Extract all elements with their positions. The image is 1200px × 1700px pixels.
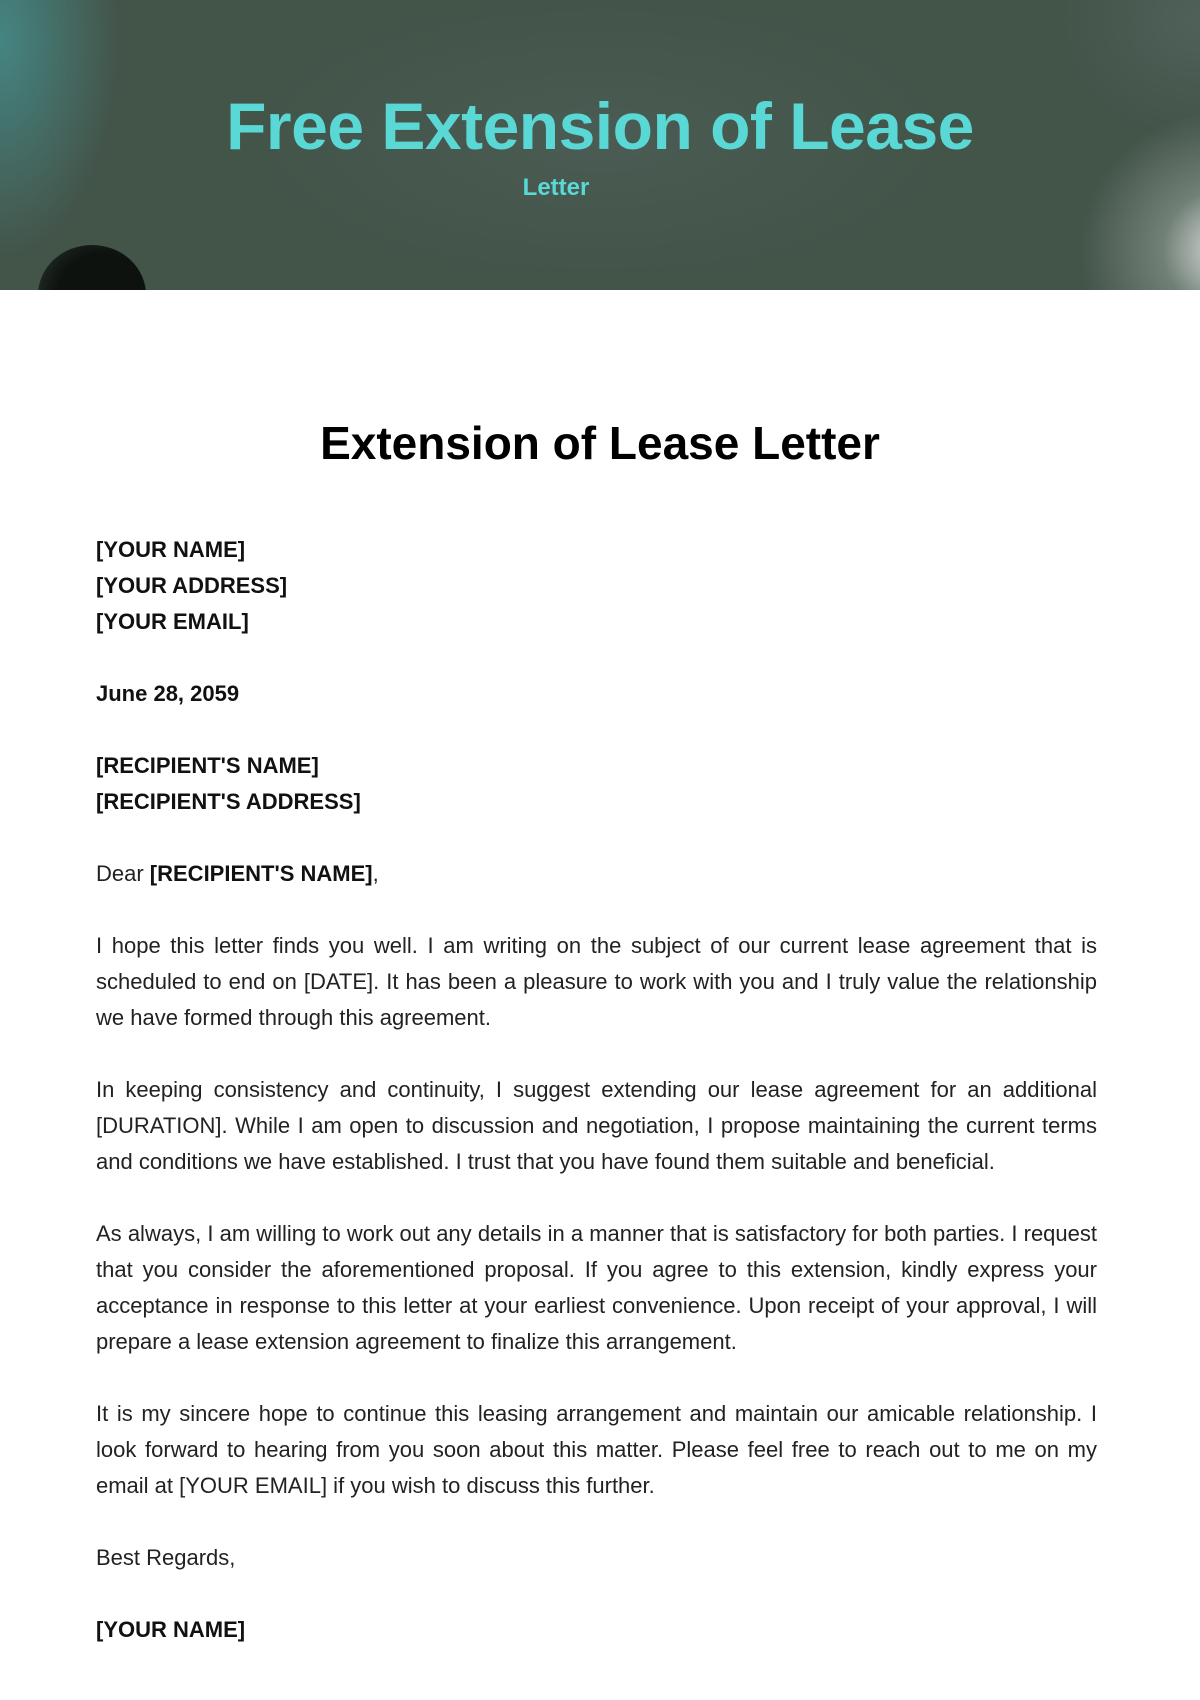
spacer — [96, 712, 1097, 748]
recipient-address: [RECIPIENT'S ADDRESS] — [96, 789, 361, 814]
spacer — [96, 892, 1097, 928]
closing: Best Regards, — [96, 1545, 236, 1570]
spacer — [96, 820, 1097, 856]
banner-subtitle: Letter — [522, 174, 590, 201]
document-title: Extension of Lease Letter — [320, 417, 880, 469]
letter-date: June 28, 2059 — [96, 681, 240, 706]
salutation-suffix: , — [372, 861, 379, 886]
salutation — [96, 856, 1097, 892]
paragraph-1: I hope this letter finds you well. I am writing on the subject of our current lease agreement that is scheduled to end on [DATE]. It has been a pleasure to work with you and I truly value the relationship we have formed through this agreement. — [96, 933, 1097, 1030]
spacer — [96, 1576, 1097, 1612]
salutation-prefix: Dear — [96, 861, 150, 886]
sender-address: [YOUR ADDRESS] — [96, 573, 288, 598]
letter-body — [96, 532, 1097, 1648]
paragraph-4: It is my sincere hope to continue this leasing arrangement and maintain our amicable relationship. I look forward to hearing from you soon about this matter. Please feel free to reach out to me on my email at [YOUR EMAIL] if you wish to discuss this further. — [96, 1401, 1097, 1498]
paragraph-2: In keeping consistency and continuity, I suggest extending our lease agreement for an additional [DURATION]. While I am open to discussion and negotiation, I propose maintaining the current terms and conditions we have established. I trust that you have found them suitable and beneficial. — [96, 1077, 1097, 1174]
paragraph-3: As always, I am willing to work out any details in a manner that is satisfactory for both parties. I request that you consider the aforementioned proposal. If you agree to this extension, kindly express your acceptance in response to this letter at your earliest convenience. Upon receipt of your approval, I will prepare a lease extension agreement to finalize this arrangement. — [96, 1221, 1097, 1354]
sender-name: [YOUR NAME] — [96, 537, 246, 562]
recipient-name: [RECIPIENT'S NAME] — [96, 753, 319, 778]
decorative-circle — [38, 245, 146, 290]
spacer — [96, 640, 1097, 676]
sender-email: [YOUR EMAIL] — [96, 609, 249, 634]
salutation-name: [RECIPIENT'S NAME] — [149, 861, 373, 886]
signature-name: [YOUR NAME] — [96, 1617, 246, 1642]
banner-title: Free Extension of Lease — [226, 89, 974, 163]
header-banner — [0, 0, 1200, 290]
